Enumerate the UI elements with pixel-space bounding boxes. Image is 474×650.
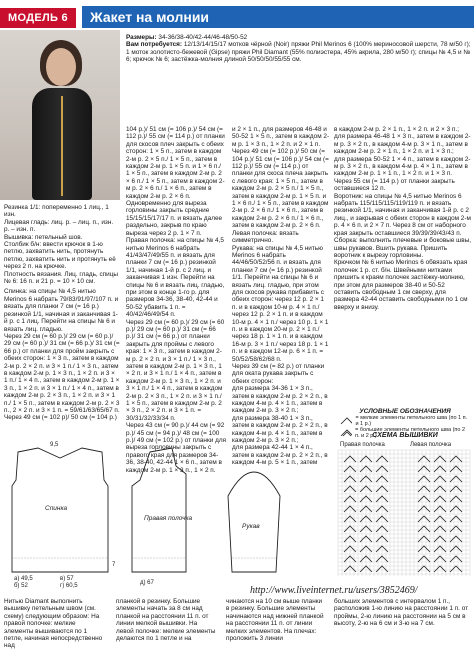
dim-e: д) 67 bbox=[140, 580, 154, 586]
stitch-mark bbox=[418, 466, 430, 472]
text-column-4 bbox=[334, 126, 472, 311]
bottom-text-3: чинаются на 10 см выше планки в резинку. Большие элементы начинаются над нижней планкой на расстоянии 11 п. от линии мелких элементов. На плечах: проложить 3 линии bbox=[226, 598, 324, 643]
dim-top: 9,5 bbox=[50, 442, 59, 448]
dim-d: г) 60,5 bbox=[60, 583, 78, 589]
stitch-mark bbox=[434, 466, 446, 472]
pattern-schematic bbox=[0, 440, 336, 590]
front-label: Правая полочка bbox=[144, 515, 193, 522]
paragraph: Крючком № 6 нитью Merinos 6 обвязать края полочек 1 р. ст. б/н. Швейными нитками пришить к краям полочек застёжку-молнию, при этом для размеров 38-40 и 50-52 оставить свободным 1 см сверху, для размера 42-44 оставить свободными по 1 см вверху и внизу. bbox=[334, 259, 468, 311]
paragraph: Резинка 1/1: попеременно 1 лиц., 1 изн. bbox=[4, 204, 109, 219]
paragraph: Через 49 см (= 102 р)/ 50 см (= 104 р.) bbox=[4, 414, 117, 422]
legend-item-small: = мелкие элементы петельного шва (по 1 п. и 1 р.) bbox=[340, 415, 470, 427]
paragraph: Спинка: на спицы № 4,5 нитью Merinos 6 набрать 79/83/91/97/107 п. и вязать для планки 7 см (= 16 р.) резинкой 1/1, начиная и заканчивая 1-й р. с 1 лиц. Перейти на спицы № 6 и вязать лиц. гладью. bbox=[4, 288, 119, 333]
stitch-mark bbox=[434, 456, 446, 462]
paragraph: Лицевая гладь: лиц. р. – лиц. п., изн. р. – изн. п. bbox=[4, 218, 114, 234]
paragraph: для размера 46-48 1 × 3 п., затем в каждом 2-м р. 3 × 2 п., в каждом 4-м р. 3 × 1 п., затем в каждом 2-м р. 2 × 1 п., 1 × 2 п. и 1 × 3 п.; bbox=[334, 133, 471, 156]
paragraph: Одновременно для выреза горловины закрыть средние 15/15/15/17/17 п. и вязать далее раздельно, закрыв по краю выреза через 2 р. 1 × 7 п. bbox=[126, 200, 223, 237]
paragraph: Левая полочка: вязать симметрично. bbox=[232, 229, 299, 245]
paragraph: для размера 38-40 1 × 3 п., затем в каждом 2-м р. 2 × 2 п., в каждом 4-м р. 4 × 1 п., затем в каждом 2-м р. 3 × 2 п.; bbox=[232, 414, 328, 445]
stitch-mark bbox=[418, 546, 430, 552]
paragraph: Воротник: на спицы № 4,5 нитью Merinos 6 набрать 115/115/115/119/119 п. и вязать резинкой 1/1, начиная и заканчивая 1-й р. с 2 лиц., и закрывая с обеих сторон в каждом 2-м р. 4 × 6 п. и 2 × 7 п. Через 8 см от наборного края закрыть оставшиеся 39/39/39/43/43 п. bbox=[334, 192, 471, 237]
stitch-mark bbox=[418, 496, 430, 502]
paragraph: Вышивка: петельный шов. bbox=[4, 233, 83, 241]
stitch-mark bbox=[450, 466, 462, 472]
stitch-mark bbox=[434, 556, 446, 562]
small-stitch-icon bbox=[340, 417, 352, 425]
embroidery-title: СХЕМА ВЫШИВКИ bbox=[372, 432, 438, 439]
stitch-mark bbox=[434, 506, 446, 512]
dim-a: а) 49,5 bbox=[14, 576, 33, 582]
stitch-mark bbox=[418, 506, 430, 512]
stitch-mark bbox=[434, 546, 446, 552]
dim-b: б) 52 bbox=[14, 583, 28, 589]
stitch-mark bbox=[450, 506, 462, 512]
embroidery-grid bbox=[338, 450, 470, 576]
paragraph: Через 39 см (= 82 р.) от планки для оката рукава закрыть с обеих сторон: bbox=[232, 363, 325, 385]
stitch-mark bbox=[434, 476, 446, 482]
legend-title: УСЛОВНЫЕ ОБОЗНАЧЕНИЯ bbox=[359, 408, 451, 415]
paragraph: для размера 50-52 1 × 4 п., затем в каждом 2-м р. 3 × 2 п., в каждом 4-м р. 4 × 1 п., затем в каждом 2-м р. 1 × 1 п., 1 × 2 п. и 1 × 3 п. bbox=[334, 155, 471, 178]
embroidery-right-label: Левая полочка bbox=[410, 442, 452, 448]
embroidery-chart bbox=[336, 440, 472, 578]
stitch-mark bbox=[450, 456, 462, 462]
stitch-mark bbox=[434, 566, 446, 572]
stitch-mark bbox=[434, 526, 446, 532]
page-title: Жакет на молнии bbox=[82, 6, 474, 28]
sizes-block: Размеры: 34-36/38-40/42-44/46-48/50-52 Вам потребуется: 12/13/14/15/17 мотков чёрной (Noir) пряжи Phil Merinos 6 (100% мериносовой шерсти, 78 м/50 г); 1 моток золотисто-бежевой (Gipse) пряжи Phil Diamant (55% полиэстера, 45% акрила, 280 м/50 г); спицы № 4,5 и № 6; крючок № 6; застёжка-молния длиной 50/50/50/55/55 см. bbox=[126, 34, 471, 64]
stitch-mark bbox=[450, 476, 462, 482]
paragraph: Плотность вязания. Лиц. гладь, спицы № 6: 16 п. и 21 р. = 10 × 10 см. bbox=[4, 270, 118, 286]
text-column-2 bbox=[126, 126, 226, 474]
paragraph: в каждом 2-м р. 2 × 1 п., 1 × 2 п. и 2 × 3 п.; bbox=[334, 126, 460, 133]
stitch-mark bbox=[450, 516, 462, 522]
legend-item-large: = большие элементы петельного шва (по 2 п. и 2 р.) bbox=[340, 427, 470, 439]
stitch-mark bbox=[434, 536, 446, 542]
embroidery-left-label: Правая полочка bbox=[340, 442, 385, 448]
paragraph: для размера 42-44 1 × 4 п., затем в каждом 2-м р. 2 × 2 п., в каждом 4-м р. 5 × 1 п., затем bbox=[232, 444, 328, 467]
paragraph: Через 29 см (= 60 р.)/ 29 см (= 60 р.)/ 29 см (= 60 р.)/ 31 см (= 66 р.)/ 31 см (= 66 р.) от планки для пройм закрыть с обеих сторон: 1 × 3 п., затем в каждом 2-м р. 2 × 2 п. и 3 × 1 п./ 1 × 3 п., затем в каждом 2-м р. 1 × 3 п., 1 × 2 п. и 3 × 1 п./ 1 × 4 п., затем в каждом 2-м р. 1 × 3 п., 1 × 2 п. и 3 × 1 п./ 1 × 4 п., затем в каждом 2-м р. 2 × 3 п., 1 × 2 п. и 3 × 1 п./ 1 × 5 п., затем в каждом 2-м р. 2 × 3 п., 2 × 2 п. и 3 × 1 п. = 59/61/63/65/67 п. bbox=[4, 332, 120, 414]
stitch-mark bbox=[418, 456, 430, 462]
stitch-mark bbox=[434, 496, 446, 502]
paragraph: для размера 34-36 1 × 3 п., затем в каждом 2-м р. 2 × 2 п., в каждом 4-м р. 4 × 1 п., затем в каждом 2-м р. 3 × 2 п.; bbox=[232, 385, 328, 415]
paragraph: Через 43 см (= 90 р.)/ 44 см (= 92 р.)/ 45 см (= 94 р.)/ 48 см (= 100 р.)/ 49 см (= 102 р.) от планки для выреза горловины закрыть с правого края для размеров 34-36, 38-40, 42-44 1 × 6 п., затем в каждом 2-м р. 1 × 3 п., 1 × 2 п. bbox=[126, 422, 227, 474]
paragraph: 104 р.)/ 51 см (= 106 р.)/ 54 см (= 112 р.)/ 55 см (= 114 р.) от планки для скосов плеч закрыть с обеих сторон: 1 × 5 п., затем в каждом 2-м р. 2 × 5 п./ 1 × 5 п., затем в каждом 2-м р. 1 × 5 п. и 1 × 6 п./ 1 × 5 п., затем в каждом 2-м р. 2 × 6 п./ 1 × 5 п., затем в каждом 2-м р. 2 × 6 п./ 1 × 6 п., затем в каждом 2-м р. 2 × 6 п. bbox=[126, 126, 225, 200]
bottom-text-1: Нитью Diamant выполнить вышивку петельным швом (см. схему) следующим образом: На правой полочке: мелкие элементы вышиваются по 1 петле, начиная непосредственно над bbox=[4, 598, 103, 650]
source-url: http://www.liveinternet.ru/users/3852469/ bbox=[250, 585, 418, 596]
stitch-mark bbox=[418, 556, 430, 562]
stitch-mark bbox=[418, 536, 430, 542]
paragraph: Через 29 см (= 60 р.)/ 29 см (= 60 р.)/ 29 см (= 60 р.)/ 31 см (= 66 р.)/ 31 см (= 66 р.) от планки закрыть для проймы с левого края: 1 × 3 п., затем в каждом 2-м р. 2 × 2 п. и 3 × 1 п./ 1 × 3 п., затем в каждом 2-м р. 1 × 3 п., 1 × 2 п. и 3 × 1 п./ 1 × 4 п., затем в каждом 2-м р. 1 × 3 п., 1 × 2 п. и 3 × 1 п./ 1 × 4 п., затем в каждом 2-м р. 2 × 3 п., 1 × 2 п. и 3 × 1 п./ 1 × 5 п., затем в каждом 2-м р. 2 × 3 п., 2 × 2 п. и 3 × 1 п. = 30/31/32/33/34 п. bbox=[126, 318, 225, 422]
sleeve-outline bbox=[228, 472, 280, 572]
stitch-mark bbox=[418, 566, 430, 572]
bottom-text-4: больших элементов с интервалом 1 п., расположив 1-ю линию на расстоянии 1 п. от проймы, 2-ю линию на расстоянии на 5 см в высоту, 2-ю на 6 см и 3-ю на 7 см. bbox=[334, 598, 469, 628]
dim-7: 7 bbox=[112, 562, 116, 568]
stitch-mark bbox=[418, 476, 430, 482]
paragraph: Через 49 см (= 102 р.)/ 50 см (= 104 р.)/ 51 см (= 106 р.)/ 54 см (= 112 р.)/ 55 см (= 114 р.) от планки для скоса плеча закрыть с левого края: 1 × 5 п., затем в каждом 2-м р. 2 × 5 п./ 1 × 5 п., затем в каждом 2-м р. 1 × 5 п. и 1 × 6 п./ 1 × 5 п., затем в каждом 2-м р. 2 × 6 п./ 1 × 6 п., затем в каждом 2-м р. 2 × 6 п./ 1 × 6 п., затем в каждом 2-м р. 2 × 6 п. bbox=[232, 148, 329, 230]
stitch-mark bbox=[418, 526, 430, 532]
stitch-mark bbox=[450, 496, 462, 502]
stitch-mark bbox=[434, 486, 446, 492]
paragraph: Рукава: на спицы № 4,5 нитью Merinos 6 набрать 44/46/50/52/56 п. и вязать для планки 7 см (= 16 р.) резинкой 1/1. Перейти на спицы № 6 и вязать лиц. гладью, при этом для скосов рукава прибавить с обеих сторон: через 12 р. 2 × 1 п. и в каждом 10-м р. 4 × 1 п./ через 12 р. 2 × 1 п. и в каждом 10-м р. 4 × 1 п./ через 10 р. 1 × 1 п. и в каждом 20-м р. 2 × 1 п./ через 18 р. 1 × 1 п. и в каждом 16-м р. 3 × 1 п./ через 18 р. 1 × 1 п. и в каждом 12-м р. 6 × 1 п. = 50/52/58/62/68 п. bbox=[232, 244, 329, 363]
stitch-mark bbox=[434, 516, 446, 522]
stitch-mark bbox=[450, 526, 462, 532]
text-column-1 bbox=[4, 204, 120, 422]
stitch-mark bbox=[450, 556, 462, 562]
sleeve-label: Рукав bbox=[242, 523, 260, 530]
dim-c: в) 57 bbox=[60, 576, 74, 582]
model-badge: МОДЕЛЬ 6 bbox=[0, 8, 76, 28]
paragraph: Через 55 см (= 114 р.) от планки закрыть оставшиеся 12 п. bbox=[334, 177, 455, 193]
stitch-mark bbox=[418, 516, 430, 522]
front-outline bbox=[132, 448, 186, 572]
bottom-text-2: планкой в резинку. Большие элементы начать за 8 см над планкой на расстоянии 11 п. от линии мелкой вышивки. На левой полочке: мелкие элементы делаются по 1 петле и на bbox=[116, 598, 216, 643]
paragraph: и 2 × 1 п., для размеров 46-48 и 50-52 1 × 5 п., затем в каждом 2-м р. 1 × 3 п., 1 × 2 п. и 2 × 1 п. bbox=[232, 126, 330, 148]
model-photo bbox=[0, 30, 120, 200]
text-column-3 bbox=[232, 126, 330, 467]
paragraph: Сборка: выполнить плечевые и боковые швы, швы рукавов. Вшить рукава. Пришить воротник к вырезу горловины. bbox=[334, 237, 472, 259]
stitch-mark bbox=[450, 546, 462, 552]
paragraph: Правая полочка: на спицы № 4,5 нитью Merinos 6 набрать 41/43/47/49/55 п. и вязать для планки 7 см (= 16 р.) резинкой 1/1, начиная 1-й р. с 2 лиц. и заканчивая 1 изн. Перейти на спицы № 6 и вязать лиц. гладью, при этом в конце 1-го р. для размеров 34-36, 38-40, 42-44 и 50-52 убавить 1 п. = 40/42/46/49/54 п. bbox=[126, 237, 225, 319]
stitch-mark bbox=[450, 566, 462, 572]
stitch-mark bbox=[450, 486, 462, 492]
paragraph: Столбик б/н: ввести крючок в 1-ю петлю, захватить нить, протянуть петлю, захватить нить и протянуть её через 2 п. на крючке. bbox=[4, 241, 116, 271]
stitch-mark bbox=[418, 486, 430, 492]
back-label: Спинка bbox=[45, 505, 68, 512]
stitch-mark bbox=[450, 536, 462, 542]
